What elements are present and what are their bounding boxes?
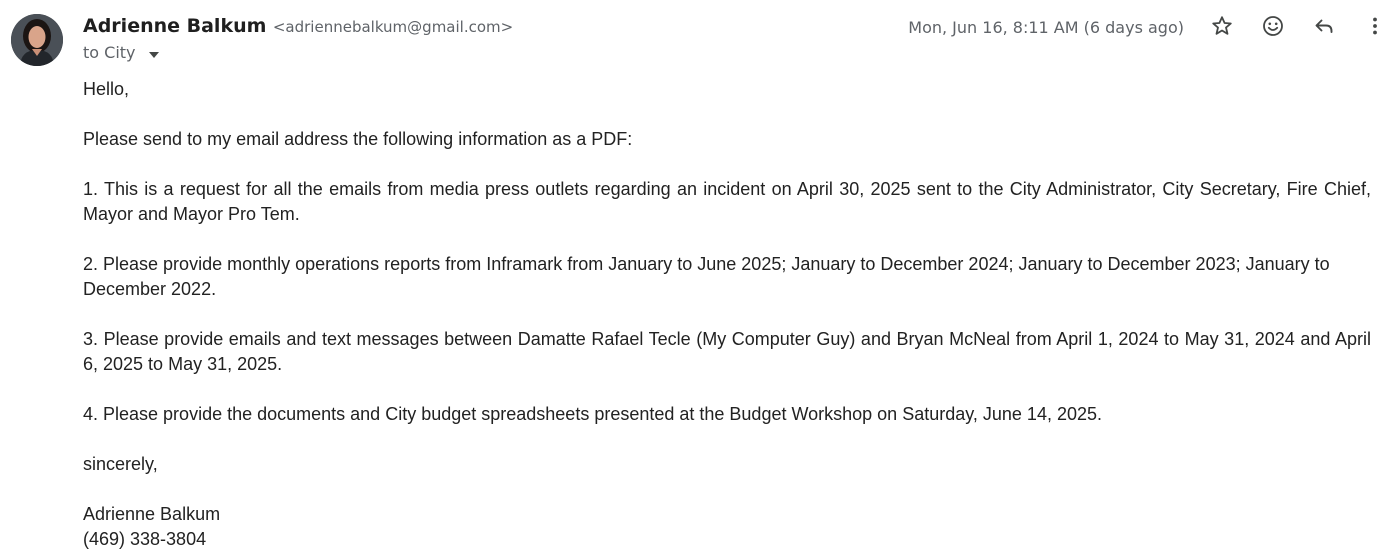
message-body: [83, 77, 1371, 552]
closing: sincerely,: [83, 454, 158, 474]
signature-name: Adrienne Balkum: [83, 504, 221, 524]
intro-paragraph: Please send to my email address the following information as a PDF:: [83, 129, 633, 149]
sender-name[interactable]: Adrienne Balkum: [83, 15, 267, 37]
star-icon: [1210, 14, 1234, 43]
recipients-label: to City: [83, 43, 136, 62]
message-timestamp: Mon, Jun 16, 8:11 AM (6 days ago): [908, 18, 1184, 37]
request-item-2: 2. Please provide monthly operations reports from Inframark from January to June 2025; January to December 2024; January to December 2023; January to December 2022.: [83, 254, 1330, 299]
emoji-icon: [1261, 14, 1285, 43]
sender-email: <adriennebalkum@gmail.com>: [272, 18, 514, 36]
add-reaction-button[interactable]: [1257, 12, 1289, 44]
greeting: Hello,: [83, 79, 130, 99]
sender-avatar[interactable]: [11, 14, 63, 66]
request-item-1: 1. This is a request for all the emails from media press outlets regarding an incident on April 30, 2025 sent to the City Administrator, City Secretary, Fire Chief, Mayor and Mayor Pro Tem.: [83, 179, 1371, 224]
signature-phone: (469) 338-3804: [83, 529, 207, 549]
request-item-4: 4. Please provide the documents and City budget spreadsheets presented at the Budget Workshop on Saturday, June 14, 2025.: [83, 404, 1103, 424]
more-vert-icon: [1363, 14, 1387, 43]
star-button[interactable]: [1206, 12, 1238, 44]
caret-down-icon[interactable]: [149, 43, 159, 62]
request-item-3: 3. Please provide emails and text messages between Damatte Rafael Tecle (My Computer Guy) and Bryan McNeal from April 1, 2024 to May 31, 2024 and April 6, 2025 to May 31, 2025.: [83, 329, 1371, 374]
reply-icon: [1312, 14, 1336, 43]
message-header: [83, 15, 513, 41]
reply-button[interactable]: [1308, 12, 1340, 44]
more-options-button[interactable]: [1359, 12, 1391, 44]
recipients-line: [83, 43, 159, 62]
